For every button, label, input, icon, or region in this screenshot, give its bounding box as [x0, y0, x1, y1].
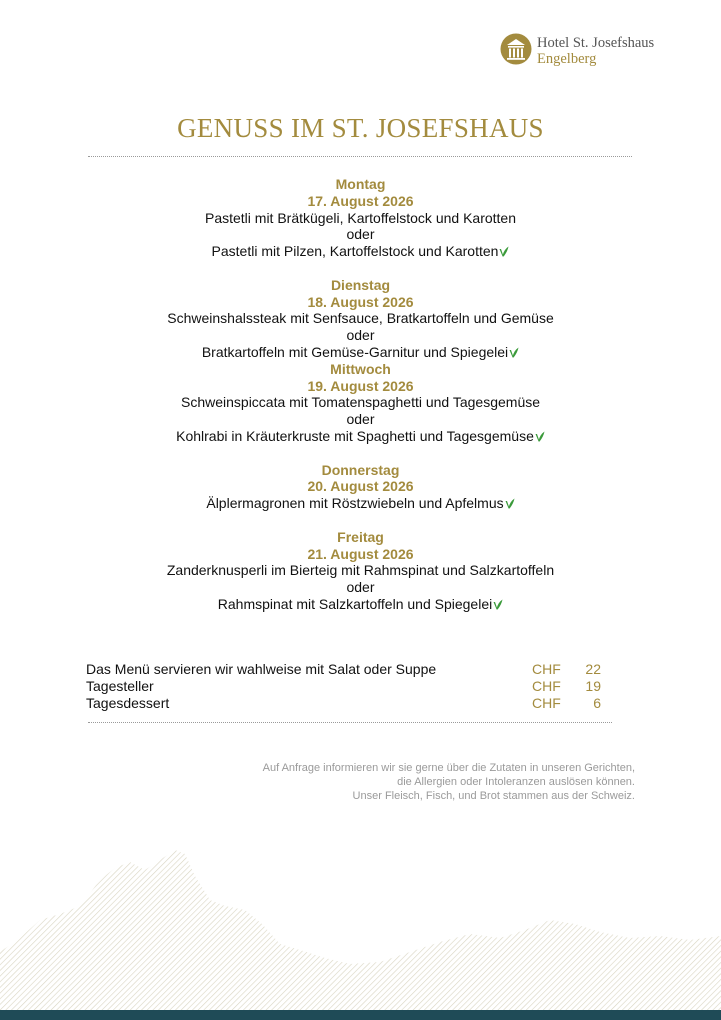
- day-name: Donnerstag: [321, 461, 400, 478]
- note-line: Unser Fleisch, Fisch, und Brot stammen aus der Schweiz.: [352, 790, 635, 802]
- price-currency: CHF: [532, 694, 561, 711]
- vegetarian-leaf-icon: [505, 498, 515, 509]
- price-amount: 6: [593, 694, 601, 711]
- dish-text: Pastetli mit Pilzen, Kartoffelstock und Karotten: [211, 243, 499, 260]
- title-divider: [88, 156, 632, 157]
- price-amount: 22: [585, 661, 601, 677]
- note-line: Auf Anfrage informieren wir sie gerne über die Zutaten in unseren Gerichten,: [262, 762, 635, 774]
- mountain-silhouette: [0, 840, 721, 1012]
- dish-separator: oder: [346, 411, 375, 428]
- price-currency: CHF: [532, 661, 561, 677]
- dish-text: Bratkartoffeln mit Gemüse-Garnitur und Spiegelei: [201, 343, 509, 360]
- price-currency: CHF: [532, 677, 561, 694]
- price-row: [86, 695, 606, 712]
- menu-day-friday: [0, 529, 721, 613]
- price-label: Tagesteller: [86, 677, 154, 694]
- day-name: Dienstag: [330, 276, 391, 293]
- hotel-name: Hotel St. Josefshaus: [537, 35, 655, 51]
- dish-option-vegetarian: [0, 495, 721, 512]
- price-row: [86, 678, 606, 695]
- vegetarian-leaf-icon: [493, 599, 503, 610]
- price-label: Tagesdessert: [86, 694, 170, 711]
- day-date: 19. August 2026: [307, 377, 414, 394]
- dish-option-vegetarian: [0, 344, 721, 361]
- note-line: die Allergien oder Intoleranzen auslösen können.: [397, 776, 635, 788]
- dish-text: Rahmspinat mit Salzkartoffeln und Spiegelei: [217, 595, 493, 612]
- price-amount: 19: [585, 677, 601, 694]
- price-label: Das Menü servieren wir wahlweise mit Salat oder Suppe: [86, 661, 437, 677]
- dish-option: Pastetli mit Brätkügeli, Kartoffelstock und Karotten: [204, 209, 516, 226]
- vegetarian-leaf-icon: [499, 246, 509, 257]
- day-name: Freitag: [337, 528, 384, 545]
- day-date: 20. August 2026: [307, 478, 414, 495]
- dish-option-vegetarian: [0, 428, 721, 445]
- vegetarian-leaf-icon: [509, 347, 519, 358]
- dish-text: Kohlrabi in Kräuterkruste mit Spaghetti und Tagesgemüse: [176, 427, 534, 444]
- day-date: 17. August 2026: [307, 192, 414, 209]
- menu-day-thursday: [0, 462, 721, 512]
- menu-day-wednesday: [0, 361, 721, 445]
- dish-option: Zanderknusperli im Bierteig mit Rahmspinat und Salzkartoffeln: [166, 562, 555, 579]
- price-row: [86, 661, 606, 678]
- dish-separator: oder: [346, 579, 375, 596]
- dish-separator: oder: [346, 327, 375, 344]
- day-name: Montag: [335, 176, 386, 192]
- day-name: Mittwoch: [330, 360, 391, 377]
- hotel-building-emblem-icon: [500, 33, 532, 65]
- price-divider: [88, 722, 612, 723]
- dish-separator: oder: [346, 226, 375, 243]
- hotel-logo: [500, 33, 670, 69]
- footer-band: [0, 1010, 721, 1020]
- dish-option-vegetarian: [0, 596, 721, 613]
- dish-option: Schweinspiccata mit Tomatenspaghetti und Tagesgemüse: [180, 394, 541, 411]
- vegetarian-leaf-icon: [535, 431, 545, 442]
- day-date: 21. August 2026: [307, 545, 414, 562]
- page-title: GENUSS IM ST. JOSEFSHAUS: [177, 113, 544, 143]
- dish-option-vegetarian: [0, 243, 721, 260]
- price-list: [86, 661, 606, 711]
- day-date: 18. August 2026: [307, 293, 414, 310]
- hotel-town: Engelberg: [537, 51, 597, 67]
- weekly-menu: [0, 176, 721, 613]
- menu-day-monday: [0, 176, 721, 260]
- allergen-note: [263, 761, 635, 803]
- dish-option: Schweinshalssteak mit Senfsauce, Bratkartoffeln und Gemüse: [167, 310, 554, 327]
- menu-day-tuesday: [0, 277, 721, 361]
- dish-text: Älplermagronen mit Röstzwiebeln und Apfelmus: [206, 495, 504, 512]
